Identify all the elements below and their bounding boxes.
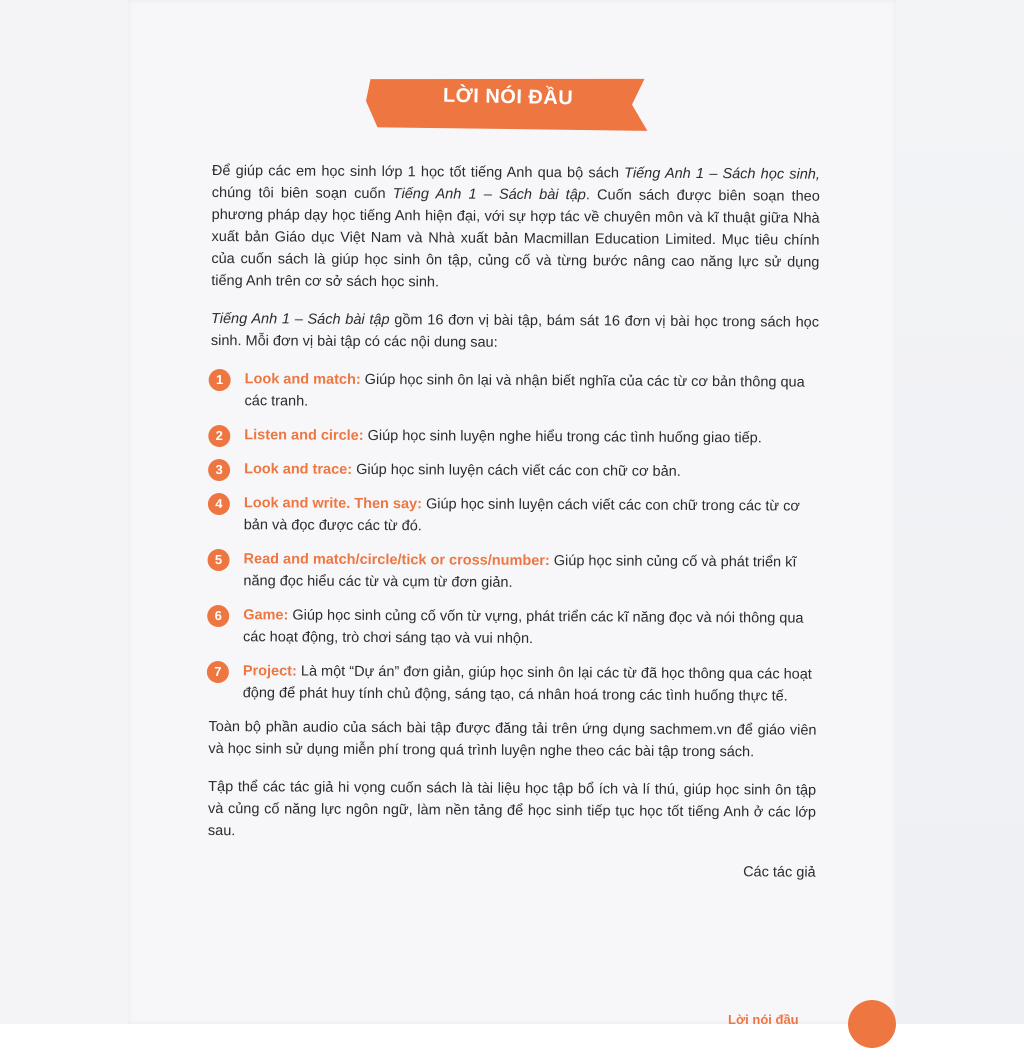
- number-badge: 1: [209, 369, 231, 391]
- preface-body: [208, 160, 820, 884]
- item-text: Giúp học sinh ôn lại và nhận biết nghĩa của các từ cơ bản thông qua các tranh.: [244, 371, 805, 410]
- number-badge: 5: [207, 549, 229, 571]
- number-badge: 4: [208, 493, 230, 515]
- list-item: [210, 492, 818, 540]
- number-badge: 7: [207, 661, 229, 683]
- item-heading: Project:: [242, 663, 297, 680]
- item-text: Là một “Dự án” đơn giản, giúp học sinh ôn lại các từ đã học thông qua các hoạt động để phát huy tính chủ động, sáng tạo, cá nhân hoá trong các tình huống thực tế.: [242, 663, 812, 705]
- closing-paragraph: Tập thể các tác giả hi vọng cuốn sách là tài liệu học tập bổ ích và lí thú, giúp học sinh ôn tập và củng cố năng lực ngôn ngữ, làm nền tảng để học sinh tiếp tục học tốt tiếng Anh ở các lớp sau.: [207, 778, 817, 840]
- item-heading: Look and trace:: [244, 461, 353, 478]
- structure-text: gồm 16 đơn vị bài tập, bám sát 16 đơn vị bài học trong sách học sinh. Mỗi đơn vị bài tập có các nội dung sau:: [210, 312, 820, 351]
- page-number-badge: [848, 1000, 896, 1048]
- page-title: LỜI NÓI ĐẦU: [442, 84, 574, 110]
- audio-paragraph: Toàn bộ phần audio của sách bài tập được đăng tải trên ứng dụng sachmem.vn để giáo viên và học sinh sử dụng miễn phí trong quá trình luyện nghe theo các bài tập trong sách.: [208, 718, 817, 761]
- left-background: [0, 0, 128, 1024]
- signature: Các tác giả: [743, 864, 816, 881]
- list-item: [210, 368, 818, 416]
- item-text: Giúp học sinh củng cố và phát triển kĩ năng đọc hiểu các từ và cụm từ đơn giản.: [243, 553, 797, 591]
- list-item: [209, 548, 817, 596]
- intro-text-1: Để giúp các em học sinh lớp 1 học tốt tiếng Anh qua bộ sách: [211, 162, 625, 182]
- intro-paragraph: [211, 160, 820, 296]
- footer-label: Lời nói đầu: [728, 1012, 799, 1027]
- intro-book-student: Tiếng Anh 1 – Sách học sinh,: [624, 165, 820, 183]
- book-page: [128, 0, 896, 1027]
- list-item: [210, 424, 818, 450]
- number-badge: 3: [208, 459, 230, 481]
- intro-text-3: . Cuốn sách được biên soạn theo phương pháp dạy học tiếng Anh hiện đại, với sự hợp tác về chuyên môn và kĩ thuật giữa Nhà xuất bản Giáo dục Việt Nam và Nhà xuất bản Macmillan Education Limited. Mục tiêu chính của cuốn sách là giúp học sinh ôn tập, củng cố và từng bước nâng cao năng lực sử dụng tiếng Anh trên cơ sở sách học sinh.: [211, 187, 820, 291]
- item-text: Giúp học sinh luyện nghe hiểu trong các tình huống giao tiếp.: [363, 427, 762, 447]
- item-heading: Look and match:: [244, 371, 361, 388]
- item-heading: Game:: [243, 607, 289, 624]
- adjacent-page-shadow: [896, 0, 1024, 1024]
- title-banner: [363, 69, 652, 135]
- item-text: Giúp học sinh củng cố vốn từ vựng, phát triển các kĩ năng đọc và nói thông qua các hoạt động, trò chơi sáng tạo và vui nhộn.: [243, 607, 804, 647]
- number-badge: 6: [207, 605, 229, 627]
- intro-book-workbook: Tiếng Anh 1 – Sách bài tập: [392, 186, 586, 204]
- structure-paragraph: [211, 308, 819, 356]
- item-text: Giúp học sinh luyện cách viết các con chữ trong các từ cơ bản và đọc được các từ đó.: [243, 496, 800, 535]
- number-badge: 2: [208, 425, 230, 447]
- structure-book: Tiếng Anh 1 – Sách bài tập: [210, 310, 390, 329]
- item-heading: Listen and circle:: [244, 427, 364, 444]
- item-heading: Read and match/circle/tick or cross/number:: [243, 551, 550, 570]
- list-item: [209, 660, 817, 708]
- intro-text-2: chúng tôi biên soạn cuốn: [211, 184, 393, 203]
- item-heading: Look and write. Then say:: [243, 495, 423, 513]
- list-item: [210, 458, 818, 484]
- item-text: Giúp học sinh luyện cách viết các con chữ cơ bản.: [352, 461, 681, 480]
- list-item: [209, 604, 817, 652]
